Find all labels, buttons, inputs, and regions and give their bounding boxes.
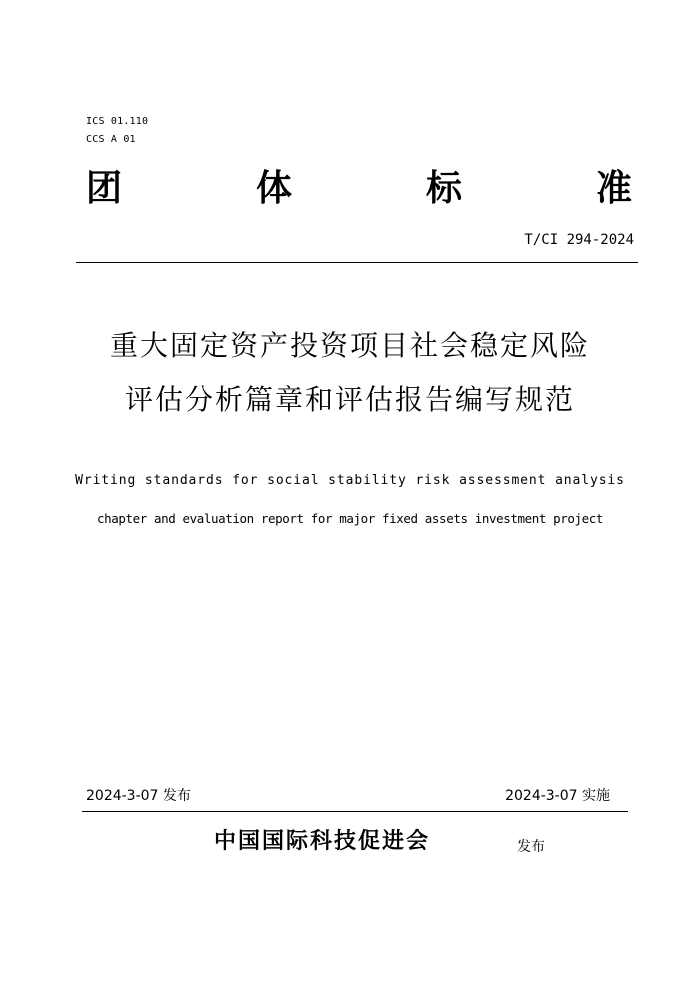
publisher-name: 中国国际科技促进会 — [214, 829, 431, 854]
standard-type-char: 团 — [86, 168, 123, 209]
issue-date: 2024-3-07 发布 — [86, 788, 191, 804]
ics-code: ICS 01.110 — [86, 116, 149, 127]
english-title-line-1: Writing standards for social stability risk assessment analysis — [75, 473, 625, 488]
standard-type-heading — [86, 168, 632, 210]
standard-type-char: 标 — [425, 168, 462, 209]
ccs-code: CCS A 01 — [86, 134, 136, 145]
standard-type-char: 体 — [255, 168, 292, 209]
publish-label: 发布 — [517, 839, 545, 855]
chinese-title-line-2: 评估分析篇章和评估报告编写规范 — [124, 383, 575, 416]
standard-number: T/CI 294-2024 — [524, 232, 634, 248]
footer-divider — [82, 811, 628, 812]
implementation-date: 2024-3-07 实施 — [505, 788, 610, 804]
standard-type-char: 准 — [595, 168, 632, 209]
chinese-title-line-1: 重大固定资产投资项目社会稳定风险 — [109, 329, 590, 362]
english-title-line-2: chapter and evaluation report for major fixed assets investment project — [97, 511, 603, 526]
header-divider — [76, 262, 638, 263]
